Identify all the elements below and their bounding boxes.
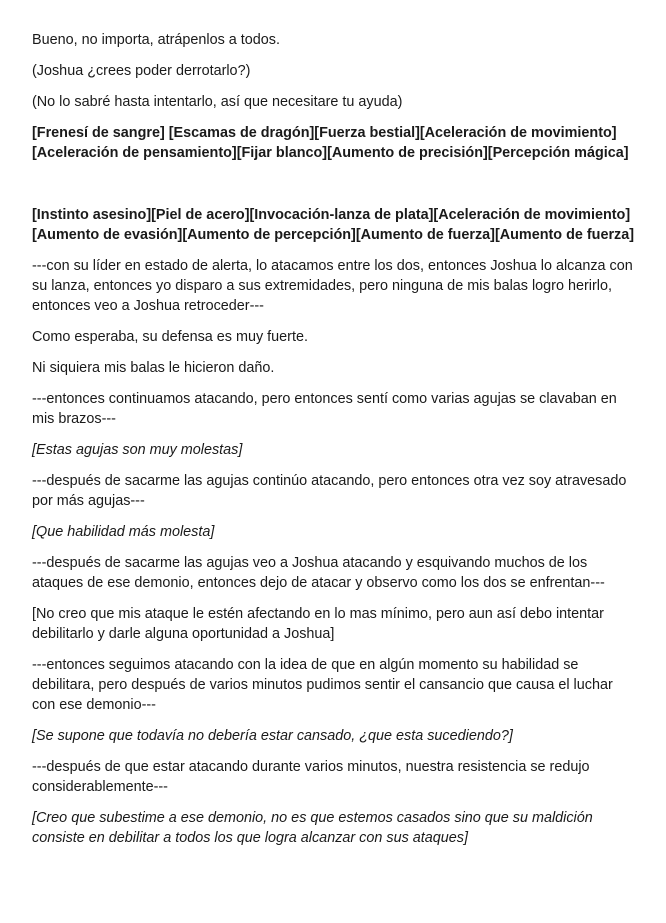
skills-block-1: [Frenesí de sangre] [Escamas de dragón][Fuerza bestial][Aceleración de movimiento][Aceleración de pensamiento][Fijar blanco][Aumento de precisión][Percepción mágica]	[32, 125, 629, 161]
paragraph-15: ---entonces seguimos atacando con la idea de que en algún momento su habilidad se debilitara, pero después de varios minutos pudimos sentir el cansancio que causa el luchar con ese demonio---	[32, 657, 613, 713]
thought-4: [Creo que subestime a ese demonio, no es que estemos casados sino que su maldición consiste en debilitar a todos los que logra alcanzar con sus ataques]	[32, 810, 593, 846]
paragraph-7: Como esperaba, su defensa es muy fuerte.	[32, 329, 308, 345]
paragraph-3: (No lo sabré hasta intentarlo, así que necesitare tu ayuda)	[32, 94, 403, 110]
paragraph-8: Ni siquiera mis balas le hicieron daño.	[32, 360, 275, 376]
paragraph-13: ---después de sacarme las agujas veo a Joshua atacando y esquivando muchos de los ataques de ese demonio, entonces dejo de atacar y observo como los dos se enfrentan---	[32, 555, 605, 591]
thought-2: [Que habilidad más molesta]	[32, 524, 215, 540]
paragraph-6: ---con su líder en estado de alerta, lo atacamos entre los dos, entonces Joshua lo alcanza con su lanza, entonces yo disparo a sus extremidades, pero ninguna de mis balas logro herirlo, entonces veo a Joshua retroceder---	[32, 258, 633, 314]
thought-3: [Se supone que todavía no debería estar cansado, ¿que esta sucediendo?]	[32, 728, 513, 744]
paragraph-11: ---después de sacarme las agujas continúo atacando, pero entonces otra vez soy atravesado por más agujas---	[32, 473, 627, 509]
paragraph-2: (Joshua ¿crees poder derrotarlo?)	[32, 63, 251, 79]
thought-1: [Estas agujas son muy molestas]	[32, 442, 243, 458]
paragraph-1: Bueno, no importa, atrápenlos a todos.	[32, 32, 280, 48]
document-page	[32, 30, 638, 859]
paragraph-9: ---entonces continuamos atacando, pero entonces sentí como varias agujas se clavaban en mis brazos---	[32, 391, 617, 427]
paragraph-17: ---después de que estar atacando durante varios minutos, nuestra resistencia se redujo considerablemente---	[32, 759, 590, 795]
skills-block-2: [Instinto asesino][Piel de acero][Invocación-lanza de plata][Aceleración de movimiento][Aumento de evasión][Aumento de percepción][Aumento de fuerza][Aumento de fuerza]	[32, 207, 635, 243]
blank-line	[32, 174, 638, 205]
paragraph-14: [No creo que mis ataque le estén afectando en lo mas mínimo, pero aun así debo intentar debilitarlo y darle alguna oportunidad a Joshua]	[32, 606, 604, 642]
